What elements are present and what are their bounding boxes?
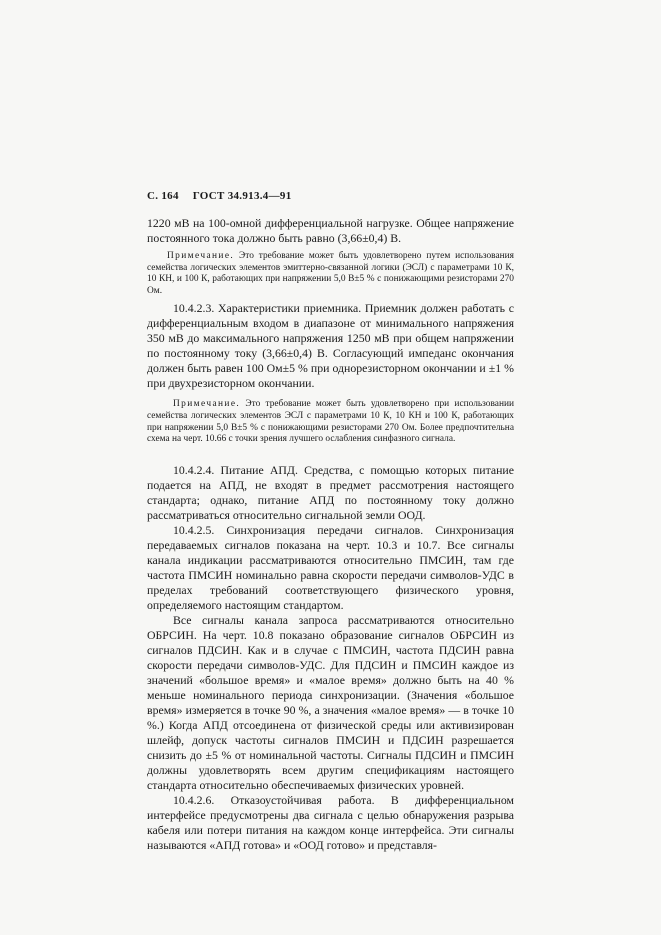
paragraph-10-4-2-4: 10.4.2.4. Питание АПД. Средства, с помощью которых питание подается на АПД, не входят в предмет рассмотрения настоящего стандарта; однако, питание АПД по постоянному току должно рассматриваться относительно сигнальной земли ООД. xyxy=(147,463,514,522)
note-text: Это требование может быть удовлетворено путем использования семейства логических элементов эмиттерно-связанной логики (ЭСЛ) с параметрами 10 К, 10 КН, и 100 К, работающих при напряжении 5,0 В±5 % с понижающими резисторами 270 Ом. xyxy=(147,251,514,296)
note-label: Примечание. xyxy=(167,251,235,261)
paragraph-continuation: 1220 мВ на 100-омной дифференциальной нагрузке. Общее напряжение постоянного тока должно быть равно (3,66±0,4) В. xyxy=(147,216,514,245)
paragraph-10-4-2-6: 10.4.2.6. Отказоустойчивая работа. В дифференциальном интерфейсе предусмотрены два сигнала с целью обнаружения разрыва кабеля или потери питания на каждом конце интерфейса. Эти сигналы называются «АПД готова» и «ООД готово» и представля- xyxy=(147,793,514,852)
note-paragraph xyxy=(147,251,514,297)
note-paragraph xyxy=(147,399,514,445)
standard-designation: ГОСТ 34.913.4—91 xyxy=(192,190,292,202)
text-block-lower xyxy=(147,463,514,853)
note-text: Это требование может быть удовлетворено при использовании семейства логических элементов ЭСЛ с параметрами 10 К, 10 КН и 100 К, работающих при напряжении 5,0 В±5 % с понижающими резисторами 270 Ом. Более предпочтительна схема на черт. 10.66 с точки зрения лучшего ослабления синфазного сигнала. xyxy=(147,399,514,445)
page-number: С. 164 xyxy=(147,190,179,202)
paragraph-10-4-2-3: 10.4.2.3. Характеристики приемника. Приемник должен работать с дифференциальным входом в диапазоне от минимального напряжения 350 мВ до максимального напряжения 1250 мВ при общем напряжении по постоянному току (3,66±0,4) В. Согласующий импеданс окончания должен быть равен 100 Ом±5 % при однорезисторном окончании и ±1 % при двухрезисторном окончании. xyxy=(147,301,514,391)
page-header xyxy=(147,190,292,202)
paragraph-request-channel: Все сигналы канала запроса рассматриваются относительно ОБРСИН. На черт. 10.8 показано образование сигналов ОБРСИН из сигналов ПДСИН. Как и в случае с ПМСИН, частота ПДСИН равна скорости передачи символов-УДС. Для ПДСИН и ПМСИН каждое из значений «большое время» и «малое время» должно быть на 40 % меньше номинального периода синхронизации. (Значения «большое время» измеряется в точке 90 %, а значения «малое время» — в точке 10 %.) Когда АПД отсоединена от физической среды или активизирован шлейф, допуск частоты сигналов ПМСИН и ПДСИН разрешается снизить до ±5 % от номинальной частоты. Сигналы ПДСИН и ПМСИН должны удовлетворять всем другим спецификациям настоящего стандарта относительно обеспечиваемых физических уровней. xyxy=(147,613,514,792)
note-label: Примечание. xyxy=(173,399,241,410)
paragraph-10-4-2-5: 10.4.2.5. Синхронизация передачи сигналов. Синхронизация передаваемых сигналов показана на черт. 10.3 и 10.7. Все сигналы канала индикации рассматриваются относительно ПМСИН, там где частота ПМСИН номинально равна скорости передачи символов-УДС в пределах требований соответствующего физического уровня, определяемого настоящим стандартом. xyxy=(147,523,514,612)
text-block-upper xyxy=(147,216,514,446)
